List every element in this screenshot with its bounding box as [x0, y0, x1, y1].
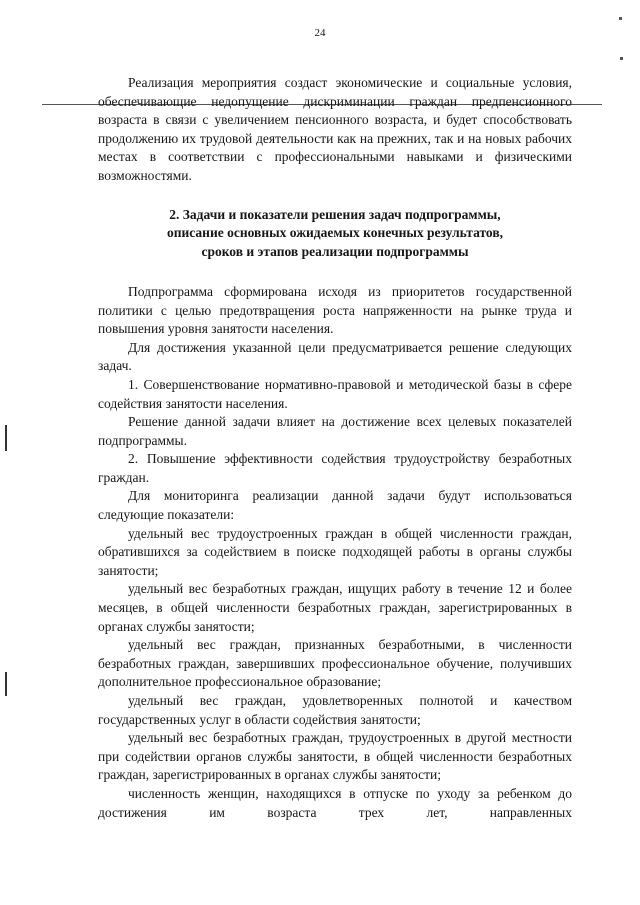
indicator-item: удельный вес трудоустроенных граждан в общей численности граждан, обратившихся за содействием в поиске подходящей работы в органы службы занятости; [98, 525, 572, 578]
body-paragraph: Решение данной задачи влияет на достижение всех целевых показателей подпрограммы. [98, 414, 572, 448]
section-heading [98, 206, 572, 262]
section-heading-line: 2. Задачи и показатели решения задач подпрограммы, [169, 206, 501, 222]
margin-mark [5, 425, 7, 451]
indicator-item: удельный вес безработных граждан, трудоустроенных в другой местности при содействии органов службы занятости, в общей численности безработных граждан, зарегистрированных в органах службы занятости; [98, 730, 572, 783]
scan-dot [620, 57, 623, 60]
margin-mark [5, 672, 7, 696]
section-heading-line: описание основных ожидаемых конечных результатов, [166, 225, 504, 241]
page-number: 24 [314, 27, 326, 39]
indicator-item: удельный вес граждан, удовлетворенных полнотой и качеством государственных услуг в области содействия занятости; [98, 693, 572, 727]
task-item: 2. Повышение эффективности содействия трудоустройству безработных граждан. [98, 451, 572, 485]
body-paragraph: Для достижения указанной цели предусматривается решение следующих задач. [98, 339, 572, 374]
body-paragraph: Подпрограмма сформирована исходя из приоритетов государственной политики с целью предотвращения роста напряженности на рынке труда и повышения уровня занятости населения. [98, 283, 572, 337]
body-paragraph: Для мониторинга реализации данной задачи будут использоваться следующие показатели: [98, 488, 572, 523]
document-body [98, 74, 572, 822]
indicator-item: удельный вес безработных граждан, ищущих работу в течение 12 и более месяцев, в общей численности безработных граждан, зарегистрированных в органах службы занятости; [98, 581, 572, 634]
task-item: 1. Совершенствование нормативно-правовой и методической базы в сфере содействия занятости населения. [98, 376, 572, 411]
intro-paragraph: Реализация мероприятия создаст экономические и социальные условия, обеспечивающие недопущение дискриминации граждан предпенсионного возраста в связи с увеличением пенсионного возраста, и будет способствовать продолжению их трудовой деятельности как на прежних, так и на новых рабочих местах в соответствии с профессиональными навыками и физическими возможностями. [98, 75, 572, 183]
indicator-item: удельный вес граждан, признанных безработными, в численности безработных граждан, завершивших профессиональное обучение, получивших дополнительное профессиональное образование; [98, 637, 572, 690]
section-heading-line: сроков и этапов реализации подпрограммы [201, 244, 469, 260]
indicator-item: численность женщин, находящихся в отпуске по уходу за ребенком до достижения им возраста трех лет, направленных [98, 785, 572, 820]
scan-dot [619, 17, 622, 20]
